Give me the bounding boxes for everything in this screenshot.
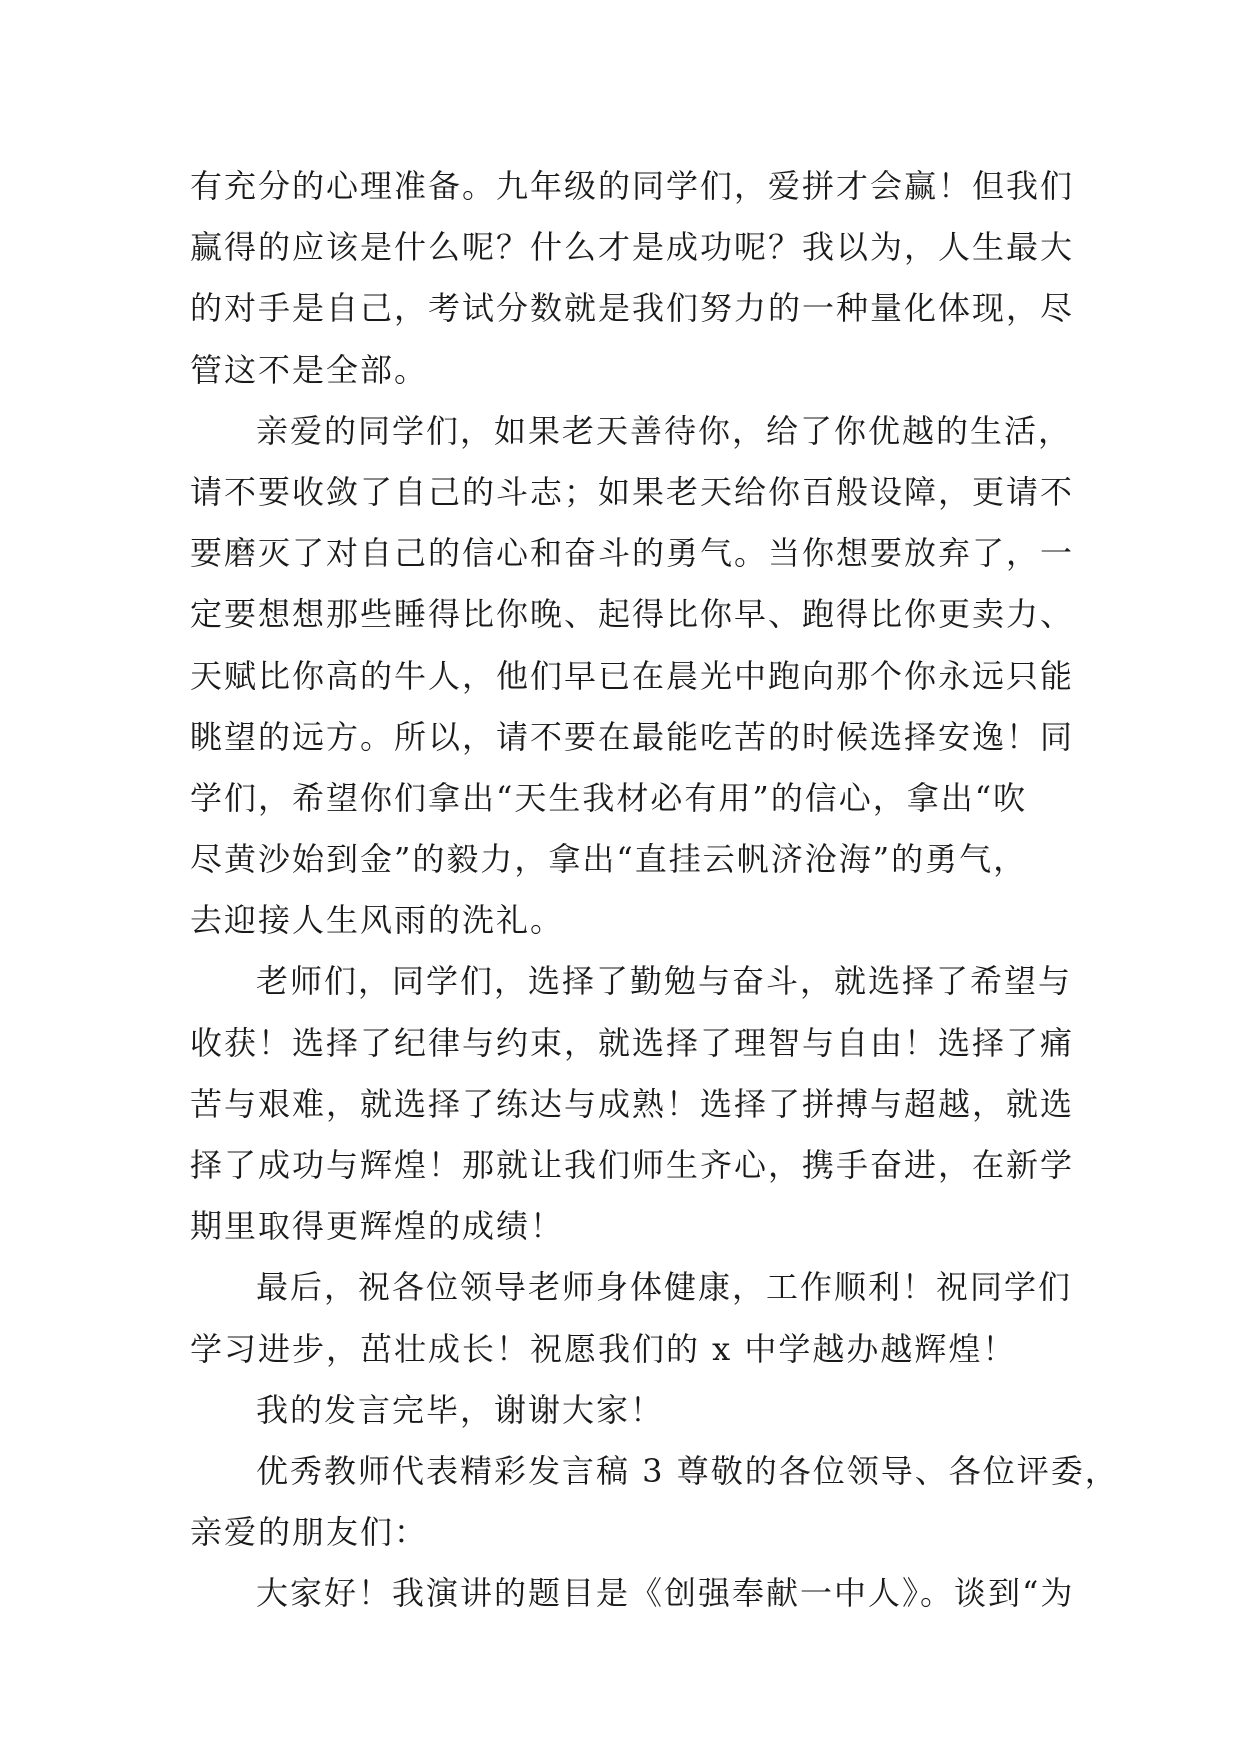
text-line: 的对手是自己，考试分数就是我们努力的一种量化体现，尽 (190, 289, 1075, 328)
paragraph-first-line: 我的发言完毕，谢谢大家！ (256, 1390, 665, 1429)
text-line: 择了成功与辉煌！那就让我们师生齐心，携手奋进，在新学 (190, 1146, 1075, 1184)
text-line: 苦与艰难，就选择了练达与成熟！选择了拼搏与超越，就选 (190, 1084, 1075, 1123)
text-line: 请不要收敛了自己的斗志；如果老天给你百般设障，更请不 (190, 472, 1075, 511)
text-line: 期里取得更辉煌的成绩！ (190, 1207, 565, 1246)
text-line: 亲爱的朋友们： (190, 1513, 429, 1552)
paragraph-first-line: 优秀教师代表精彩发言稿 3 尊敬的各位领导、各位评委， (256, 1451, 1119, 1490)
text-line: 去迎接人生风雨的洗礼。 (190, 901, 565, 940)
text-line: 要磨灭了对自己的信心和奋斗的勇气。当你想要放弃了，一 (190, 534, 1075, 573)
text-line: 天赋比你高的牛人，他们早已在晨光中跑向那个你永远只能 (190, 656, 1075, 695)
text-line: 有充分的心理准备。九年级的同学们，爱拼才会赢！但我们 (190, 167, 1075, 205)
text-line: 尽黄沙始到金”的毅力，拿出“直挂云帆济沧海”的勇气， (190, 840, 1028, 879)
text-line: 学习进步，茁壮成长！祝愿我们的 x 中学越办越辉煌！ (190, 1329, 1017, 1368)
document-body (190, 156, 1119, 1625)
paragraph-first-line: 老师们，同学们，选择了勤勉与奋斗，就选择了希望与 (256, 962, 1073, 1001)
text-line: 定要想想那些睡得比你晚、起得比你早、跑得比你更卖力、 (190, 595, 1075, 634)
text-line: 收获！选择了纪律与约束，就选择了理智与自由！选择了痛 (190, 1023, 1075, 1062)
paragraph-first-line: 大家好！我演讲的题目是《创强奉献一中人》。谈到“为 (256, 1574, 1075, 1613)
text-line: 赢得的应该是什么呢？什么才是成功呢？我以为，人生最大 (190, 228, 1075, 267)
text-line: 学们，希望你们拿出“天生我材必有用”的信心，拿出“吹 (190, 778, 1028, 817)
text-line: 管这不是全部。 (190, 350, 429, 389)
paragraph-first-line: 最后，祝各位领导老师身体健康，工作顺利！祝同学们 (256, 1268, 1073, 1307)
text-line: 眺望的远方。所以，请不要在最能吃苦的时候选择安逸！同 (190, 717, 1075, 756)
paragraph-first-line: 亲爱的同学们，如果老天善待你，给了你优越的生活， (256, 411, 1073, 450)
